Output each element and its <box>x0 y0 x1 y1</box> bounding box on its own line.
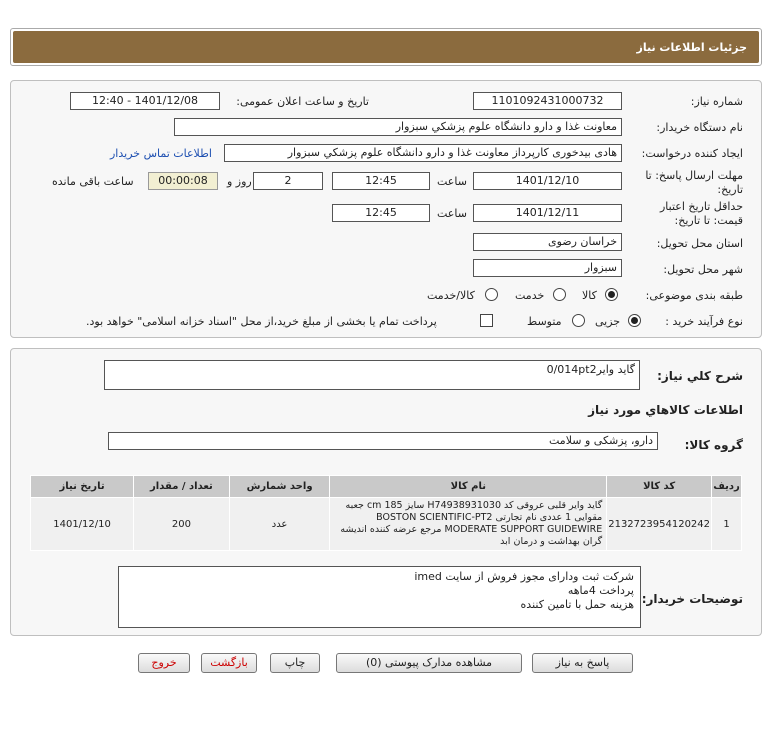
attachments-button[interactable]: مشاهده مدارک پیوستی (0) <box>336 653 522 673</box>
row-unit: عدد <box>229 498 330 551</box>
category-radio-goods[interactable] <box>605 288 618 301</box>
header-bar <box>13 31 759 63</box>
goods-info-title: اطلاعات کالاهاي مورد نیاز <box>588 403 743 417</box>
treasury-payment-note: پرداخت تمام یا بخشی از مبلغ خرید،از محل "اسناد خزانه اسلامی" خواهد بود. <box>86 315 437 328</box>
category-label: طبقه بندی موضوعی: <box>645 289 743 302</box>
row-index: 1 <box>712 498 742 551</box>
category-option-service: خدمت <box>515 289 545 302</box>
reply-button[interactable]: پاسخ به نیاز <box>532 653 633 673</box>
buyer-note-line: هزینه حمل با تامین کننده <box>520 598 634 611</box>
requester-label: ایجاد کننده درخواست: <box>641 147 743 160</box>
process-option-medium: متوسط <box>527 315 562 328</box>
deadline-label-1: مهلت ارسال پاسخ: تا <box>645 169 743 182</box>
validity-time-label: ساعت <box>437 207 467 220</box>
deadline-time-label: ساعت <box>437 175 467 188</box>
row-qty: 200 <box>134 498 230 551</box>
category-radio-goods-service[interactable] <box>485 288 498 301</box>
table-row <box>31 498 742 551</box>
days-label: روز و <box>227 175 252 188</box>
need-number-label: شماره نیاز: <box>690 95 743 108</box>
col-unit: واحد شمارش <box>229 476 330 498</box>
need-number-field: 1101092431000732 <box>473 92 622 110</box>
general-desc-field: گاید وایر0/014pt2 <box>104 360 640 390</box>
treasury-payment-checkbox[interactable] <box>480 314 493 327</box>
days-field: 2 <box>253 172 323 190</box>
deadline-date-field: 1401/12/10 <box>473 172 622 190</box>
requester-field: هادی بیدخوری کارپرداز معاونت غذا و دارو دانشگاه علوم پزشکي سبزوار <box>224 144 622 162</box>
deadline-label-2: تاریخ: <box>717 183 743 196</box>
city-label: شهر محل تحویل: <box>663 263 743 276</box>
col-date: تاریخ نیاز <box>31 476 134 498</box>
announce-label: تاریخ و ساعت اعلان عمومی: <box>236 95 369 108</box>
general-desc-label: شرح کلي نیاز: <box>657 369 743 383</box>
buyer-note-line: پرداخت 4ماهه <box>567 584 634 597</box>
col-code: کد کالا <box>607 476 712 498</box>
goods-group-label: گروه کالا: <box>684 438 743 452</box>
province-field: خراسان رضوی <box>473 233 622 251</box>
process-label: نوع فرآیند خرید : <box>665 315 743 328</box>
buyer-contact-link[interactable]: اطلاعات تماس خریدار <box>110 147 212 160</box>
col-qty: تعداد / مقدار <box>134 476 230 498</box>
deadline-time-field: 12:45 <box>332 172 430 190</box>
category-radio-service[interactable] <box>553 288 566 301</box>
goods-group-field: دارو، پزشکی و سلامت <box>108 432 658 450</box>
buyer-org-field: معاونت غذا و دارو دانشگاه علوم پزشکي سبزوار <box>174 118 622 136</box>
remaining-time-field: 00:00:08 <box>148 172 218 190</box>
items-table-header <box>31 476 742 498</box>
announce-field: 1401/12/08 - 12:40 <box>70 92 220 110</box>
items-table <box>30 475 742 551</box>
col-name: نام کالا <box>330 476 607 498</box>
buyer-notes-label: توضیحات خریدار: <box>641 592 743 606</box>
buyer-note-line: شرکت ثبت ودارای مجوز فروش از سایت imed <box>414 570 634 583</box>
province-label: استان محل تحویل: <box>656 237 743 250</box>
validity-time-field: 12:45 <box>332 204 430 222</box>
buyer-notes-box <box>118 566 641 628</box>
back-button[interactable]: بازگشت <box>201 653 257 673</box>
exit-button[interactable]: خروج <box>138 653 190 673</box>
category-option-goods: کالا <box>582 289 597 302</box>
category-option-goods-service: کالا/خدمت <box>427 289 475 302</box>
validity-date-field: 1401/12/11 <box>473 204 622 222</box>
row-name: گاید وایر قلبی عروقی کد H74938931030 سایز 185 cm جعبه مقوایی 1 عددی نام تجارتی BOSTON SCIENTIFIC-PT2 MODERATE SUPPORT GUIDEWIRE مرجع عرضه کننده اندیشه گران بهداشت و درمان ابد <box>330 498 607 551</box>
process-radio-minor[interactable] <box>628 314 641 327</box>
process-option-minor: جزیی <box>595 315 621 328</box>
validity-label-2: قیمت: تا تاریخ: <box>674 214 743 227</box>
row-code: 2132723954120242 <box>607 498 712 551</box>
row-date: 1401/12/10 <box>31 498 134 551</box>
remaining-label: ساعت باقی مانده <box>52 175 134 188</box>
page-title: جزئیات اطلاعات نیاز <box>636 41 747 54</box>
col-index: ردیف <box>712 476 742 498</box>
buyer-org-label: نام دستگاه خریدار: <box>656 121 743 134</box>
print-button[interactable]: چاپ <box>270 653 320 673</box>
city-field: سبزوار <box>473 259 622 277</box>
validity-label-1: حداقل تاریخ اعتبار <box>659 200 743 213</box>
page-header <box>10 28 762 66</box>
process-radio-medium[interactable] <box>572 314 585 327</box>
